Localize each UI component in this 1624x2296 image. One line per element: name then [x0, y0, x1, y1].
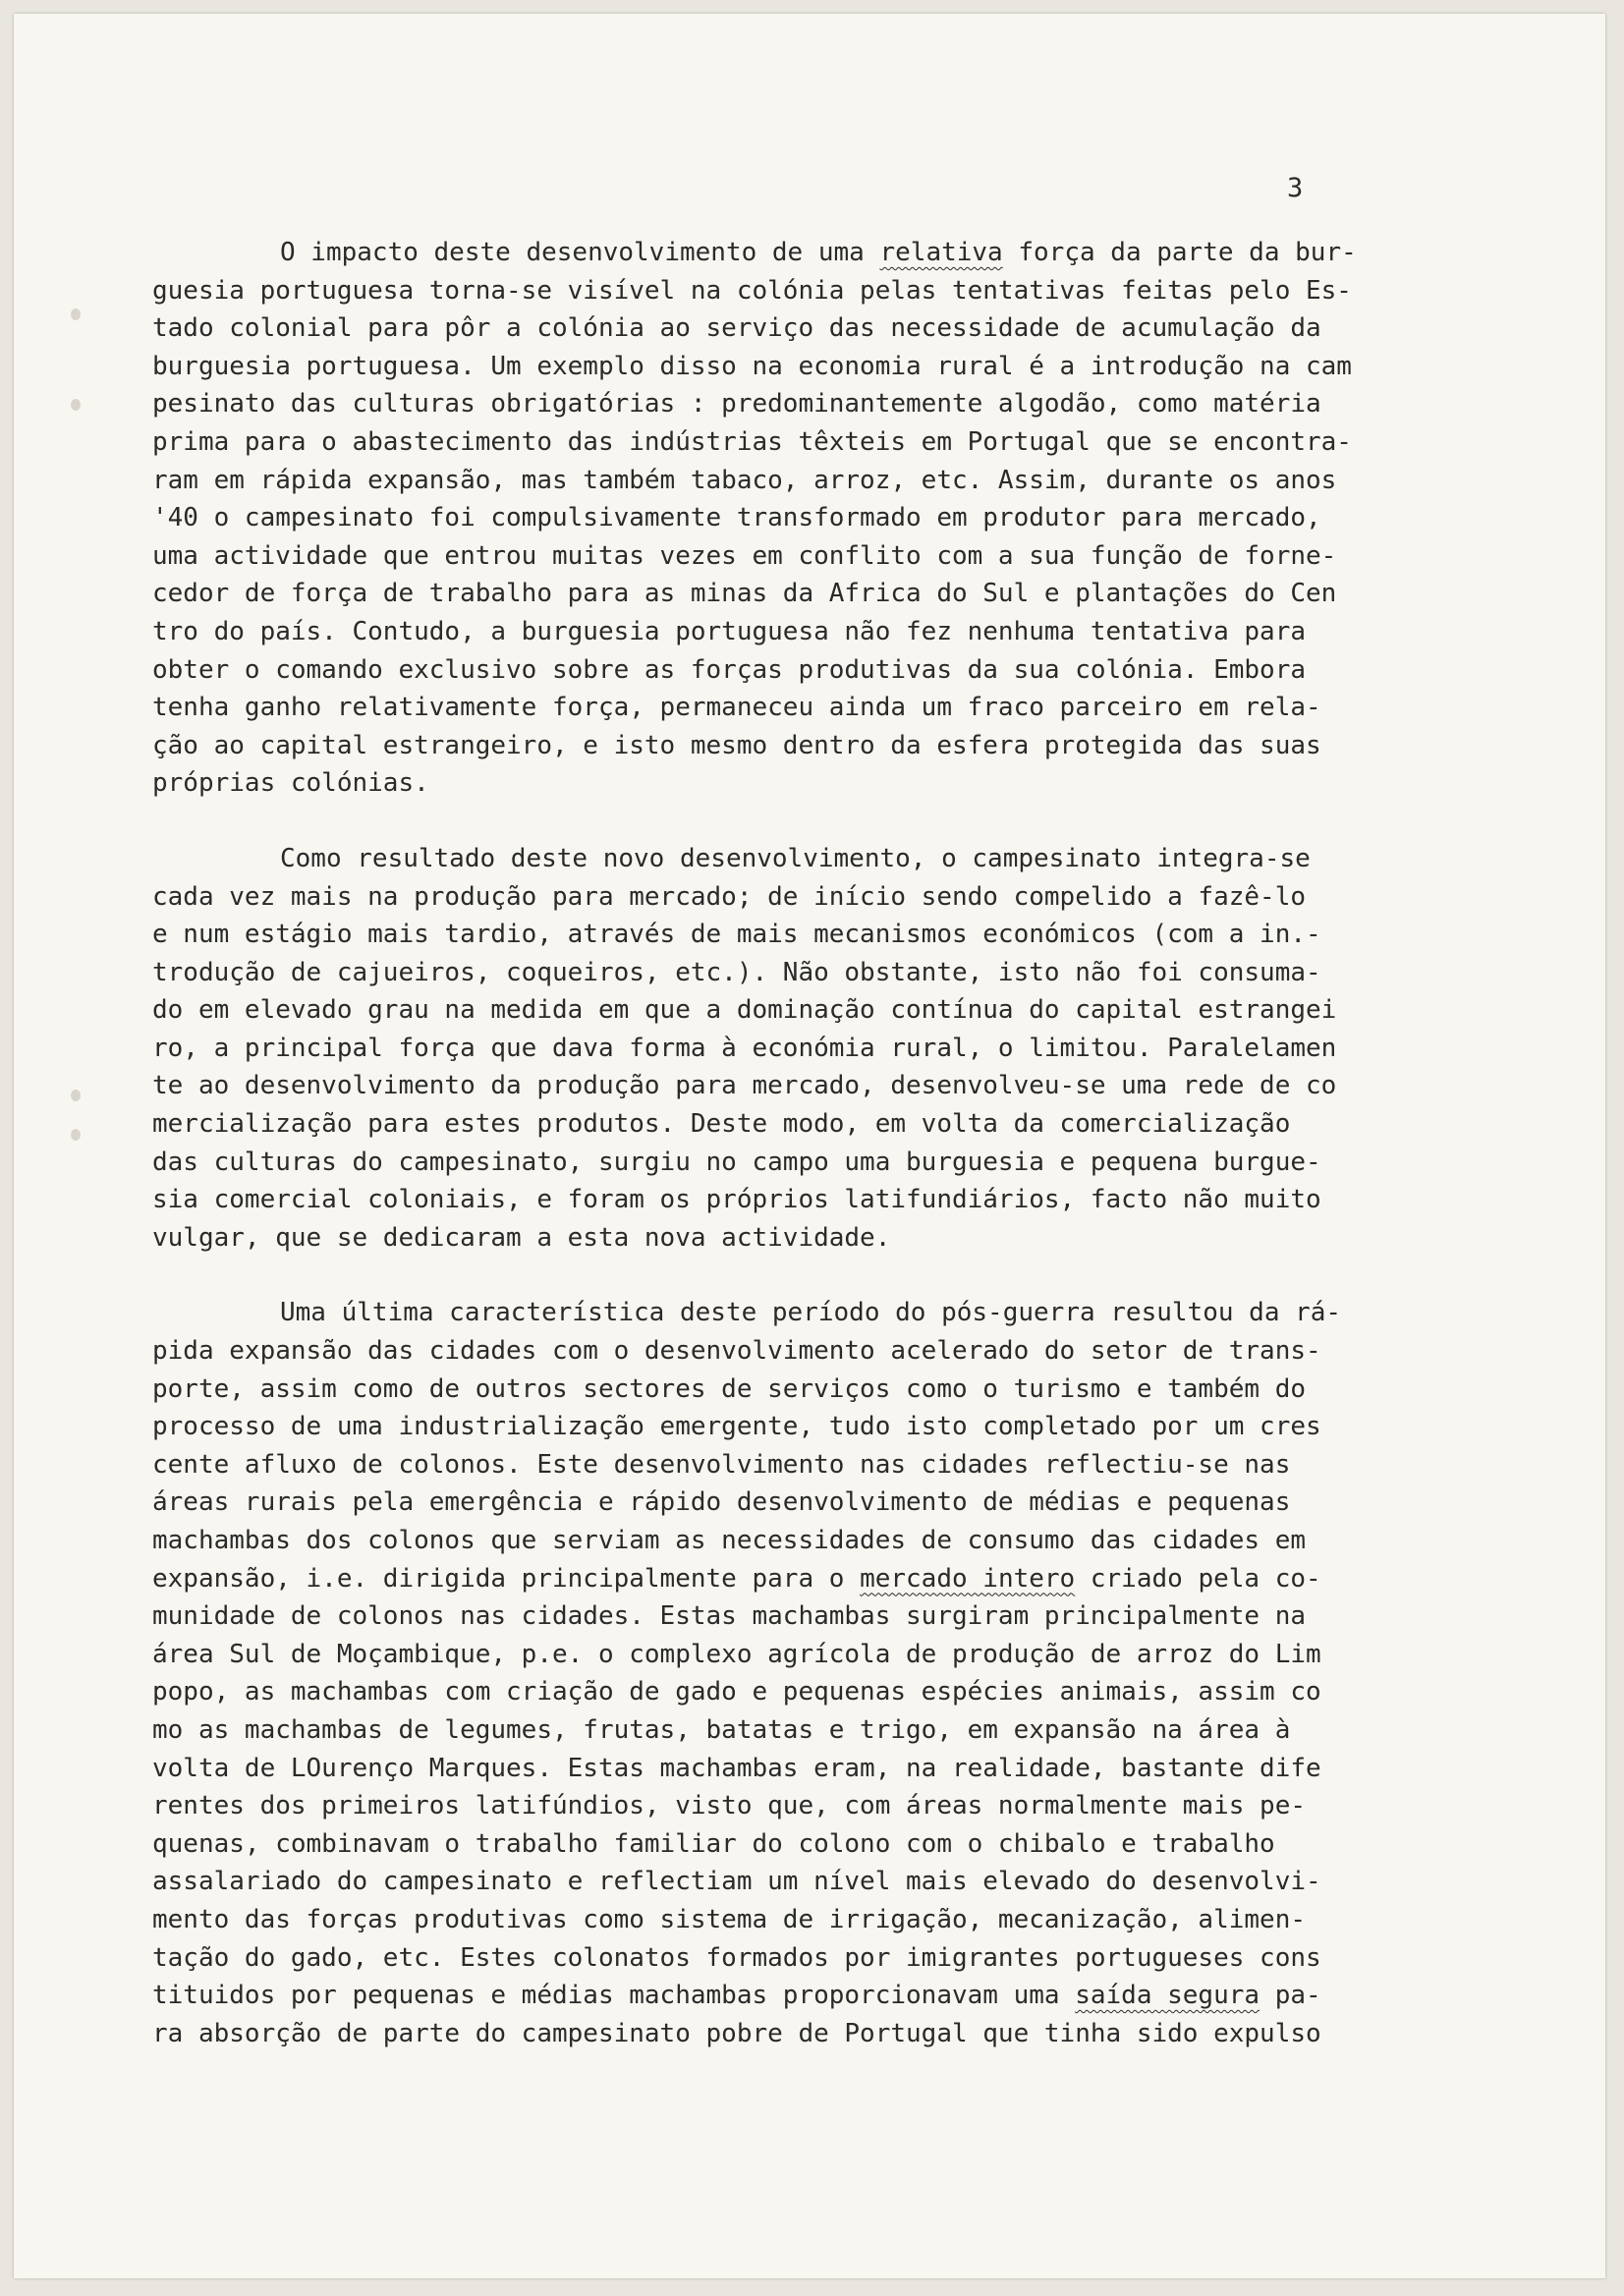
punch-hole-mark: [71, 399, 81, 411]
text-line: uma actividade que entrou muitas vezes em conflito com a sua função de forne-: [152, 540, 1337, 571]
text-line: das culturas do campesinato, surgiu no campo uma burguesia e pequena burgue-: [152, 1147, 1321, 1177]
text-line: ram em rápida expansão, mas também tabaco, arroz, etc. Assim, durante os anos: [152, 465, 1337, 495]
text-line: pida expansão das cidades com o desenvolvimento acelerado do setor de trans-: [152, 1336, 1321, 1367]
text-line: tenha ganho relativamente força, permaneceu ainda um fraco parceiro em rela-: [152, 693, 1321, 723]
text-line: machambas dos colonos que serviam as necessidades de consumo das cidades em: [152, 1526, 1306, 1555]
text-line: sia comercial coloniais, e foram os próprios latifundiários, facto não muito: [152, 1185, 1321, 1215]
text-line: tado colonial para pôr a colónia ao serviço das necessidade de acumulação da: [152, 313, 1321, 344]
text-line: processo de uma industrialização emergente, tudo isto completado por um cres: [152, 1412, 1321, 1442]
page-number: 3: [1287, 173, 1304, 203]
punch-hole-mark: [71, 308, 81, 320]
text-line: quenas, combinavam o trabalho familiar do colono com o chibalo e trabalho: [152, 1828, 1275, 1859]
text-line: e num estágio mais tardio, através de mais mecanismos económicos (com a in.-: [152, 920, 1321, 950]
text-line: cente afluxo de colonos. Este desenvolvimento nas cidades reflectiu-se nas: [152, 1449, 1291, 1480]
text-line: prima para o abastecimento das indústrias têxteis em Portugal que se encontra-: [152, 426, 1352, 457]
text-line: popo, as machambas com criação de gado e pequenas espécies animais, assim co: [152, 1677, 1321, 1708]
text-line: áreas rurais pela emergência e rápido desenvolvimento de médias e pequenas: [152, 1487, 1291, 1518]
text-line: mo as machambas de legumes, frutas, batatas e trigo, em expansão na área à: [152, 1714, 1291, 1745]
text-line: munidade de colonos nas cidades. Estas machambas surgiram principalmente na: [152, 1601, 1306, 1632]
text-line: ro, a principal força que dava forma à económia rural, o limitou. Paralelamen: [152, 1033, 1337, 1063]
paragraph-3: [152, 1294, 1395, 2052]
text-line: guesia portuguesa torna-se visível na colónia pelas tentativas feitas pelo Es-: [152, 275, 1352, 306]
text-line: Como resultado deste novo desenvolvimento, o campesinato integra-se: [280, 843, 1311, 873]
text-line: mento das forças produtivas como sistema de irrigação, mecanização, alimen-: [152, 1904, 1306, 1934]
text-line: tro do país. Contudo, a burguesia portuguesa não fez nenhuma tentativa para: [152, 616, 1306, 646]
underlined-phrase: saída segura: [1075, 1981, 1260, 2011]
text-line: vulgar, que se dedicaram a esta nova actividade.: [152, 1222, 891, 1253]
text-line: próprias colónias.: [152, 768, 429, 799]
text-line: pesinato das culturas obrigatórias : predominantemente algodão, como matéria: [152, 389, 1321, 420]
text-line: mercialização para estes produtos. Deste modo, em volta da comercialização: [152, 1109, 1291, 1140]
text-line: cedor de força de trabalho para as minas da Africa do Sul e plantações do Cen: [152, 579, 1337, 609]
text-line: '40 o campesinato foi compulsivamente transformado em produtor para mercado,: [152, 503, 1321, 533]
text-line: expansão, i.e. dirigida principalmente para o mercado intero criado pela co-: [152, 1563, 1321, 1594]
text-line: ra absorção de parte do campesinato pobre de Portugal que tinha sido expulso: [152, 2018, 1321, 2048]
text-line: rentes dos primeiros latifúndios, visto que, com áreas normalmente mais pe-: [152, 1791, 1306, 1821]
text-line: obter o comando exclusivo sobre as forças produtivas da sua colónia. Embora: [152, 654, 1306, 685]
text-line: tação do gado, etc. Estes colonatos formados por imigrantes portugueses cons: [152, 1942, 1321, 1973]
text-line: porte, assim como de outros sectores de serviços como o turismo e também do: [152, 1373, 1306, 1404]
underlined-phrase: mercado intero: [860, 1563, 1076, 1594]
text-line: área Sul de Moçambique, p.e. o complexo agrícola de produção de arroz do Lim: [152, 1639, 1321, 1669]
text-line: O impacto deste desenvolvimento de uma relativa força da parte da bur-: [280, 238, 1357, 267]
paragraph-2: [152, 840, 1395, 1258]
paragraph-1: [152, 234, 1395, 803]
text-line: Uma última característica deste período do pós-guerra resultou da rá-: [280, 1298, 1342, 1328]
document-body: [152, 234, 1395, 2090]
text-line: tituidos por pequenas e médias machambas proporcionavam uma saída segura pa-: [152, 1981, 1321, 2011]
text-line: cada vez mais na produção para mercado; de início sendo compelido a fazê-lo: [152, 881, 1306, 912]
text-line: trodução de cajueiros, coqueiros, etc.). Não obstante, isto não foi consuma-: [152, 957, 1321, 987]
text-line: volta de LOurenço Marques. Estas machambas eram, na realidade, bastante dife: [152, 1753, 1321, 1783]
punch-hole-mark: [71, 1129, 81, 1141]
underlined-phrase: relativa: [879, 238, 1003, 267]
text-line: ção ao capital estrangeiro, e isto mesmo dentro da esfera protegida das suas: [152, 730, 1321, 760]
text-line: do em elevado grau na medida em que a dominação contínua do capital estrangei: [152, 995, 1337, 1026]
text-line: te ao desenvolvimento da produção para mercado, desenvolveu-se uma rede de co: [152, 1071, 1337, 1101]
text-line: burguesia portuguesa. Um exemplo disso na economia rural é a introdução na cam: [152, 351, 1352, 381]
punch-hole-mark: [71, 1090, 81, 1101]
text-line: assalariado do campesinato e reflectiam um nível mais elevado do desenvolvi-: [152, 1867, 1321, 1897]
